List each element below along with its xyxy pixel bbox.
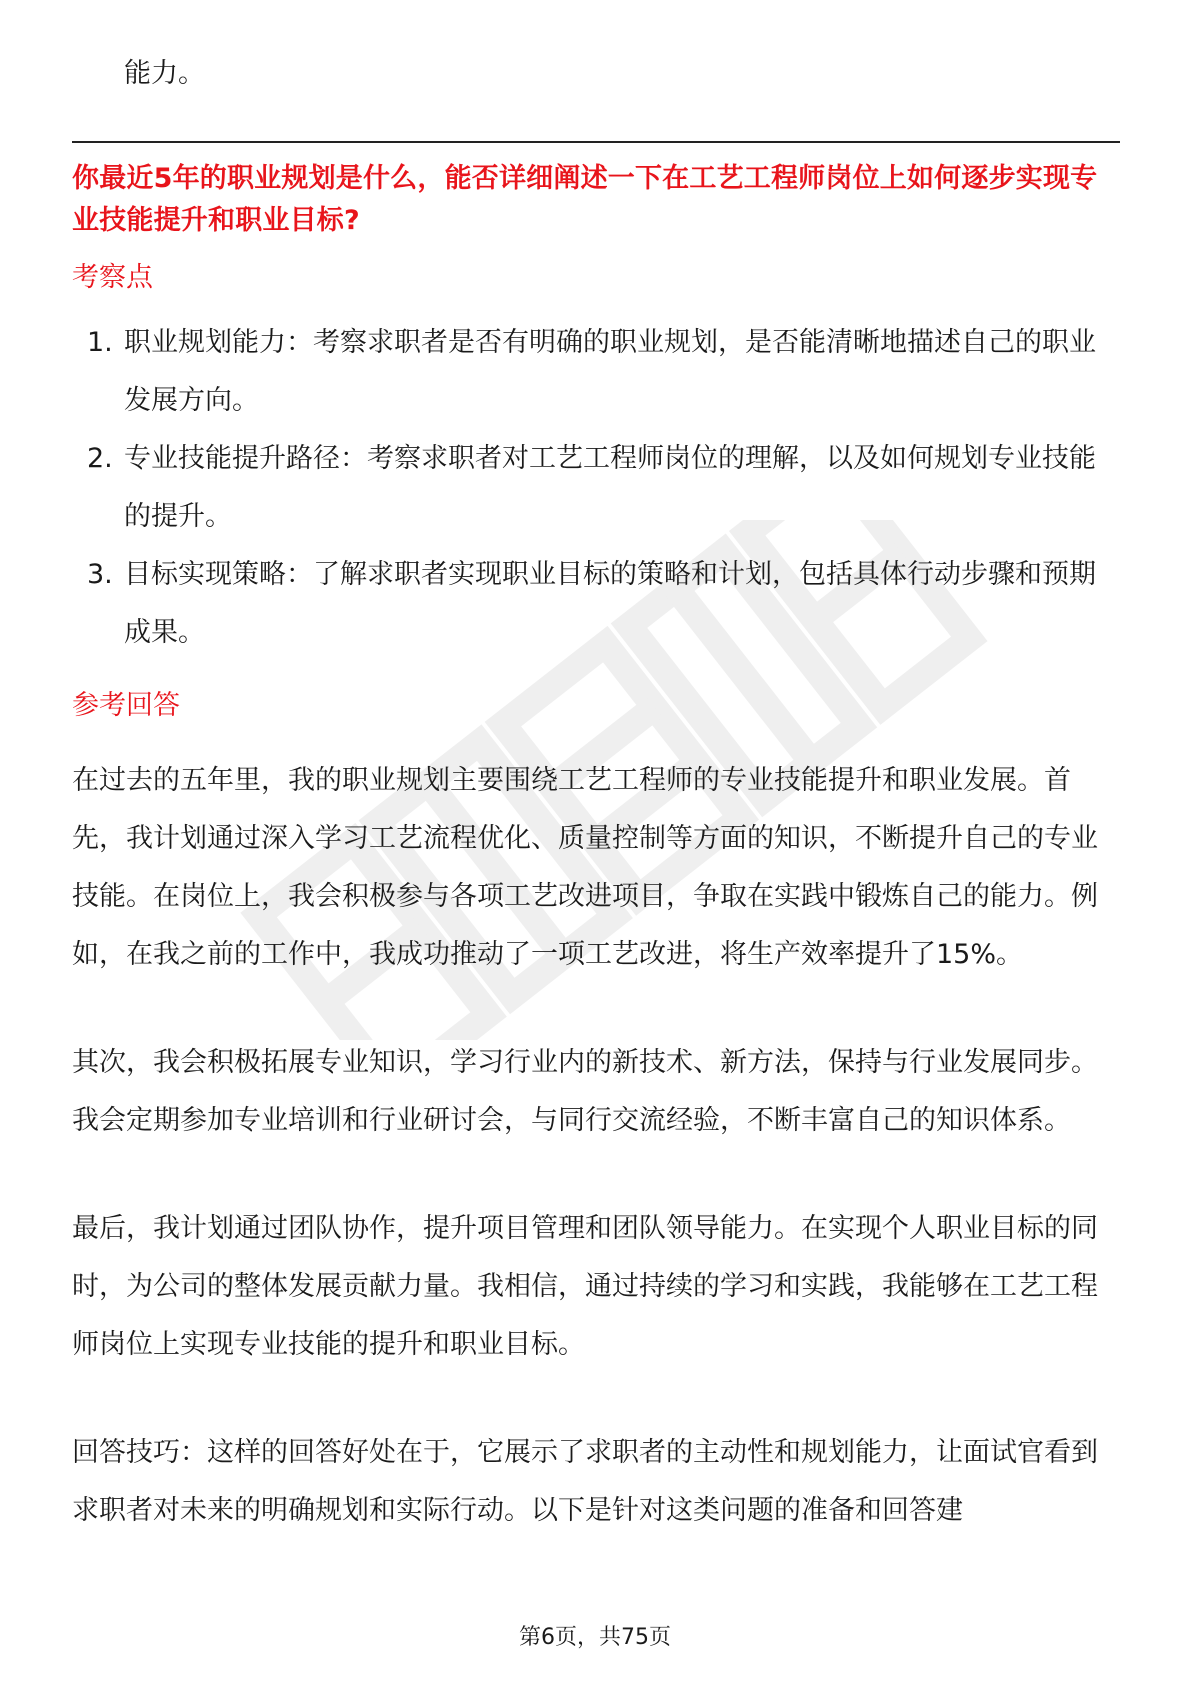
list-item-number: 3.	[87, 559, 113, 590]
list-item-text: 职业规划能力：考察求职者是否有明确的职业规划，是否能清晰地描述自己的职业发展方向。	[124, 327, 1096, 416]
answer-body	[72, 752, 1120, 1540]
document-content	[72, 48, 1120, 1540]
section-divider	[72, 141, 1120, 143]
continuation-text: 能力。	[124, 58, 205, 89]
list-item-number: 1.	[87, 327, 113, 358]
answer-paragraph: 在过去的五年里，我的职业规划主要围绕工艺工程师的专业技能提升和职业发展。首先，我计划通过深入学习工艺流程优化、质量控制等方面的知识，不断提升自己的专业技能。在岗位上，我会积极参与各项工艺改进项目，争取在实践中锻炼自己的能力。例如，在我之前的工作中，我成功推动了一项工艺改进，将生产效率提升了15%。	[72, 765, 1098, 970]
list-item-number: 2.	[87, 443, 113, 474]
answer-tips-paragraph: 回答技巧：这样的回答好处在于，它展示了求职者的主动性和规划能力，让面试官看到求职者对未来的明确规划和实际行动。以下是针对这类问题的准备和回答建	[72, 1437, 1098, 1526]
list-item	[72, 546, 1120, 662]
examination-points-list	[72, 314, 1120, 662]
list-item	[72, 314, 1120, 430]
answer-paragraph: 其次，我会积极拓展专业知识，学习行业内的新技术、新方法，保持与行业发展同步。我会定期参加专业培训和行业研讨会，与同行交流经验，不断丰富自己的知识体系。	[72, 1047, 1098, 1136]
list-item	[72, 430, 1120, 546]
examination-label: 考察点	[72, 262, 153, 293]
list-item-text: 专业技能提升路径：考察求职者对工艺工程师岗位的理解，以及如何规划专业技能的提升。	[124, 443, 1096, 532]
answer-label: 参考回答	[72, 690, 180, 721]
answer-paragraph: 最后，我计划通过团队协作，提升项目管理和团队领导能力。在实现个人职业目标的同时，为公司的整体发展贡献力量。我相信，通过持续的学习和实践，我能够在工艺工程师岗位上实现专业技能的提升和职业目标。	[72, 1213, 1098, 1360]
list-item-text: 目标实现策略：了解求职者实现职业目标的策略和计划，包括具体行动步骤和预期成果。	[124, 559, 1096, 648]
question-heading: 你最近5年的职业规划是什么，能否详细阐述一下在工艺工程师岗位上如何逐步实现专业技能提升和职业目标?	[72, 163, 1098, 236]
page-number-footer: 第6页，共75页	[519, 1625, 671, 1650]
